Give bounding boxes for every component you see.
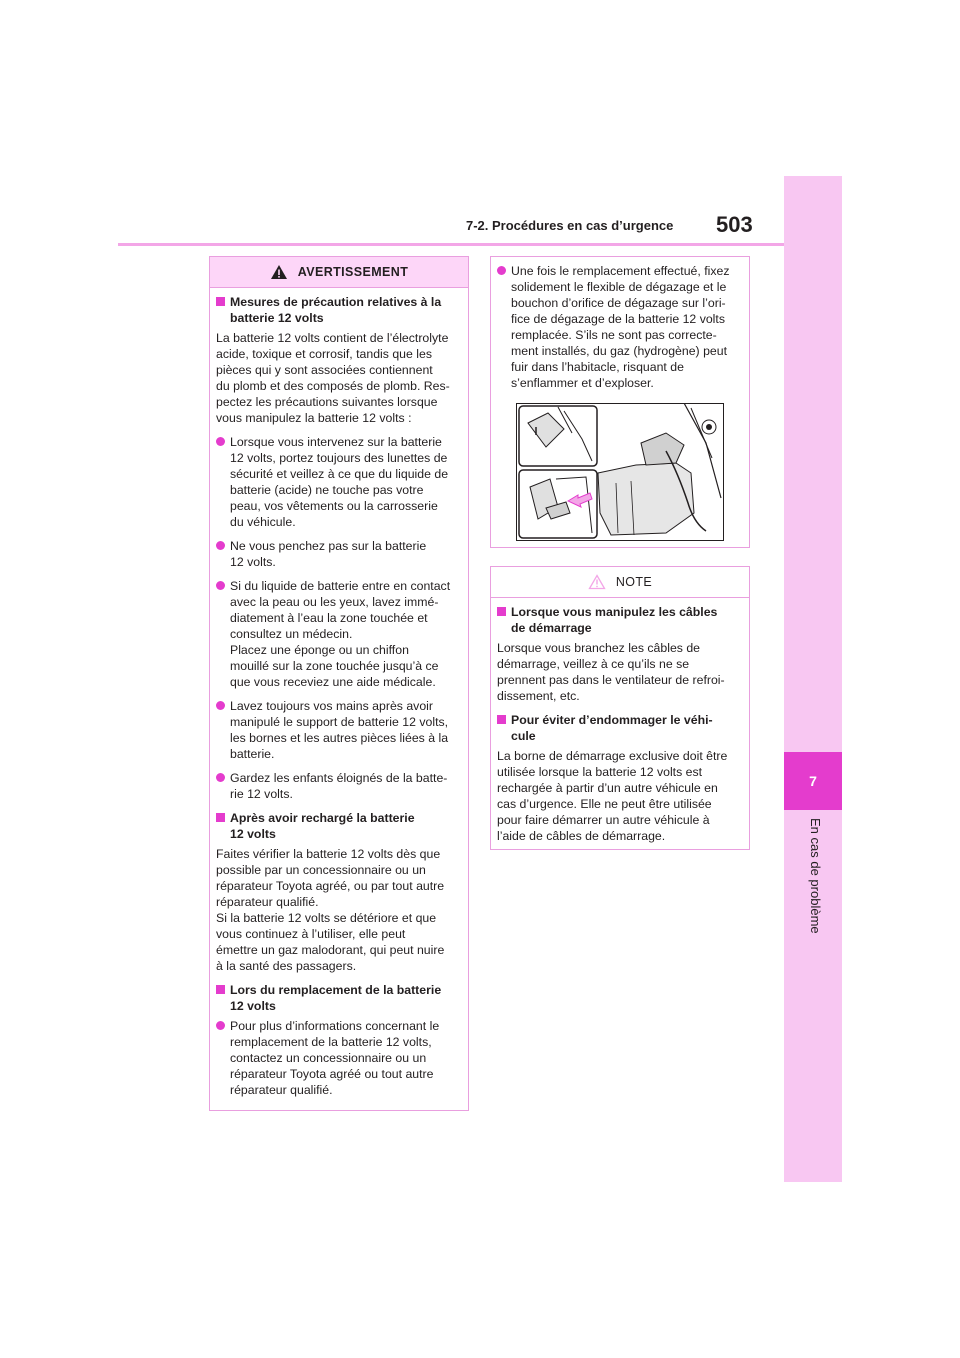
warning-icon [270,264,288,280]
warning-heading: Après avoir rechargé la batterie 12 volts [216,810,462,842]
circle-bullet-icon [216,701,225,710]
note-paragraph: La borne de démarrage exclusive doit être utilisée lorsque la batterie 12 volts est rechargée à partir d’un autre véhicule en cas d’urgence. Elle ne peut être utilisée pour faire démarrer un autre véhicule à l’aide de câbles de démarrage. [497,749,728,843]
chapter-title: En cas de problème [808,818,823,934]
warning-title: AVERTISSEMENT [297,265,409,279]
warning-paragraph: Faites vérifier la batterie 12 volts dès que possible par un concessionnaire ou un réparateur Toyota agréé, ou par tout autre réparateur qualifié. Si la batterie 12 volts se détériore et que vous continuez à l’utiliser, elle peut émettre un gaz malodorant, qui peut nuire à la santé des passagers. [216,847,445,973]
warning-bullet: Lorsque vous intervenez sur la batterie 12 volts, portez toujours des lunettes de sécurité et veillez à ce que du liquide de batterie (acide) ne touche pas votre peau, vos vêtements ou la carrosserie du véhicule. [216,434,462,530]
note-box [490,566,750,850]
chapter-side-tab [784,176,842,1182]
note-header [491,567,749,598]
warning-bullet: Ne vous penchez pas sur la batterie 12 volts. [216,538,462,570]
note-paragraph: Lorsque vous branchez les câbles de démarrage, veillez à ce qu’ils ne se prennent pas dans le ventilateur de refroi- dissement, etc. [497,641,725,703]
warning-bullet: Pour plus d’informations concernant le remplacement de la batterie 12 volts, contactez un concessionnaire ou un réparateur Toyota agréé ou tout autre réparateur qualifié. [216,1018,462,1098]
section-title: 7-2. Procédures en cas d’urgence [466,218,674,233]
warning-heading: Mesures de précaution relatives à la batterie 12 volts [216,294,462,326]
warning-bullet: Gardez les enfants éloignés de la batte- rie 12 volts. [216,770,462,802]
note-heading: Lorsque vous manipulez les câbles de démarrage [497,604,743,636]
square-bullet-icon [216,297,225,306]
circle-bullet-icon [497,266,506,275]
square-bullet-icon [497,607,506,616]
warning-heading: Lors du remplacement de la batterie 12 volts [216,982,462,1014]
caution-outline-icon [588,574,606,590]
note-title: NOTE [615,575,653,589]
warning-continuation-box [490,256,750,548]
circle-bullet-icon [216,437,225,446]
warning-bullet: Une fois le remplacement effectué, fixez solidement le flexible de dégazage et le bouchon d’orifice de dégazage sur l’ori- fice de dégazage de la batterie 12 volts remplacée. S’ils ne sont pas correcte- ment installés, du gaz (hydrogène) peut fuir dans l’habitacle, risquant de s’enflammer et d’exploser. [497,263,743,391]
square-bullet-icon [216,813,225,822]
warning-box [209,256,469,1111]
header-rule [118,243,784,246]
circle-bullet-icon [216,581,225,590]
circle-bullet-icon [216,1021,225,1030]
square-bullet-icon [497,715,506,724]
note-heading: Pour éviter d’endommager le véhi- cule [497,712,743,744]
square-bullet-icon [216,985,225,994]
warning-bullet: Si du liquide de batterie entre en contact avec la peau ou les yeux, lavez immé- diatement à l’eau la zone touchée et consultez un médecin. Placez une éponge ou un chiffon mouillé sur la zone touchée jusqu’à ce que vous receviez une aide médicale. [216,578,462,690]
chapter-number: 7 [784,752,842,810]
battery-vent-illustration [516,403,724,541]
page-number: 503 [716,212,753,237]
warning-paragraph: La batterie 12 volts contient de l’électrolyte acide, toxique et corrosif, tandis que les pièces qui y sont associées contiennent du plomb et des composés de plomb. Res- pectez les précautions suivantes lorsque vous manipulez la batterie 12 volts : [216,331,450,425]
circle-bullet-icon [216,541,225,550]
warning-header [210,257,468,288]
warning-bullet: Lavez toujours vos mains après avoir manipulé le support de batterie 12 volts, les bornes et les autres pièces liées à la batterie. [216,698,462,762]
circle-bullet-icon [216,773,225,782]
